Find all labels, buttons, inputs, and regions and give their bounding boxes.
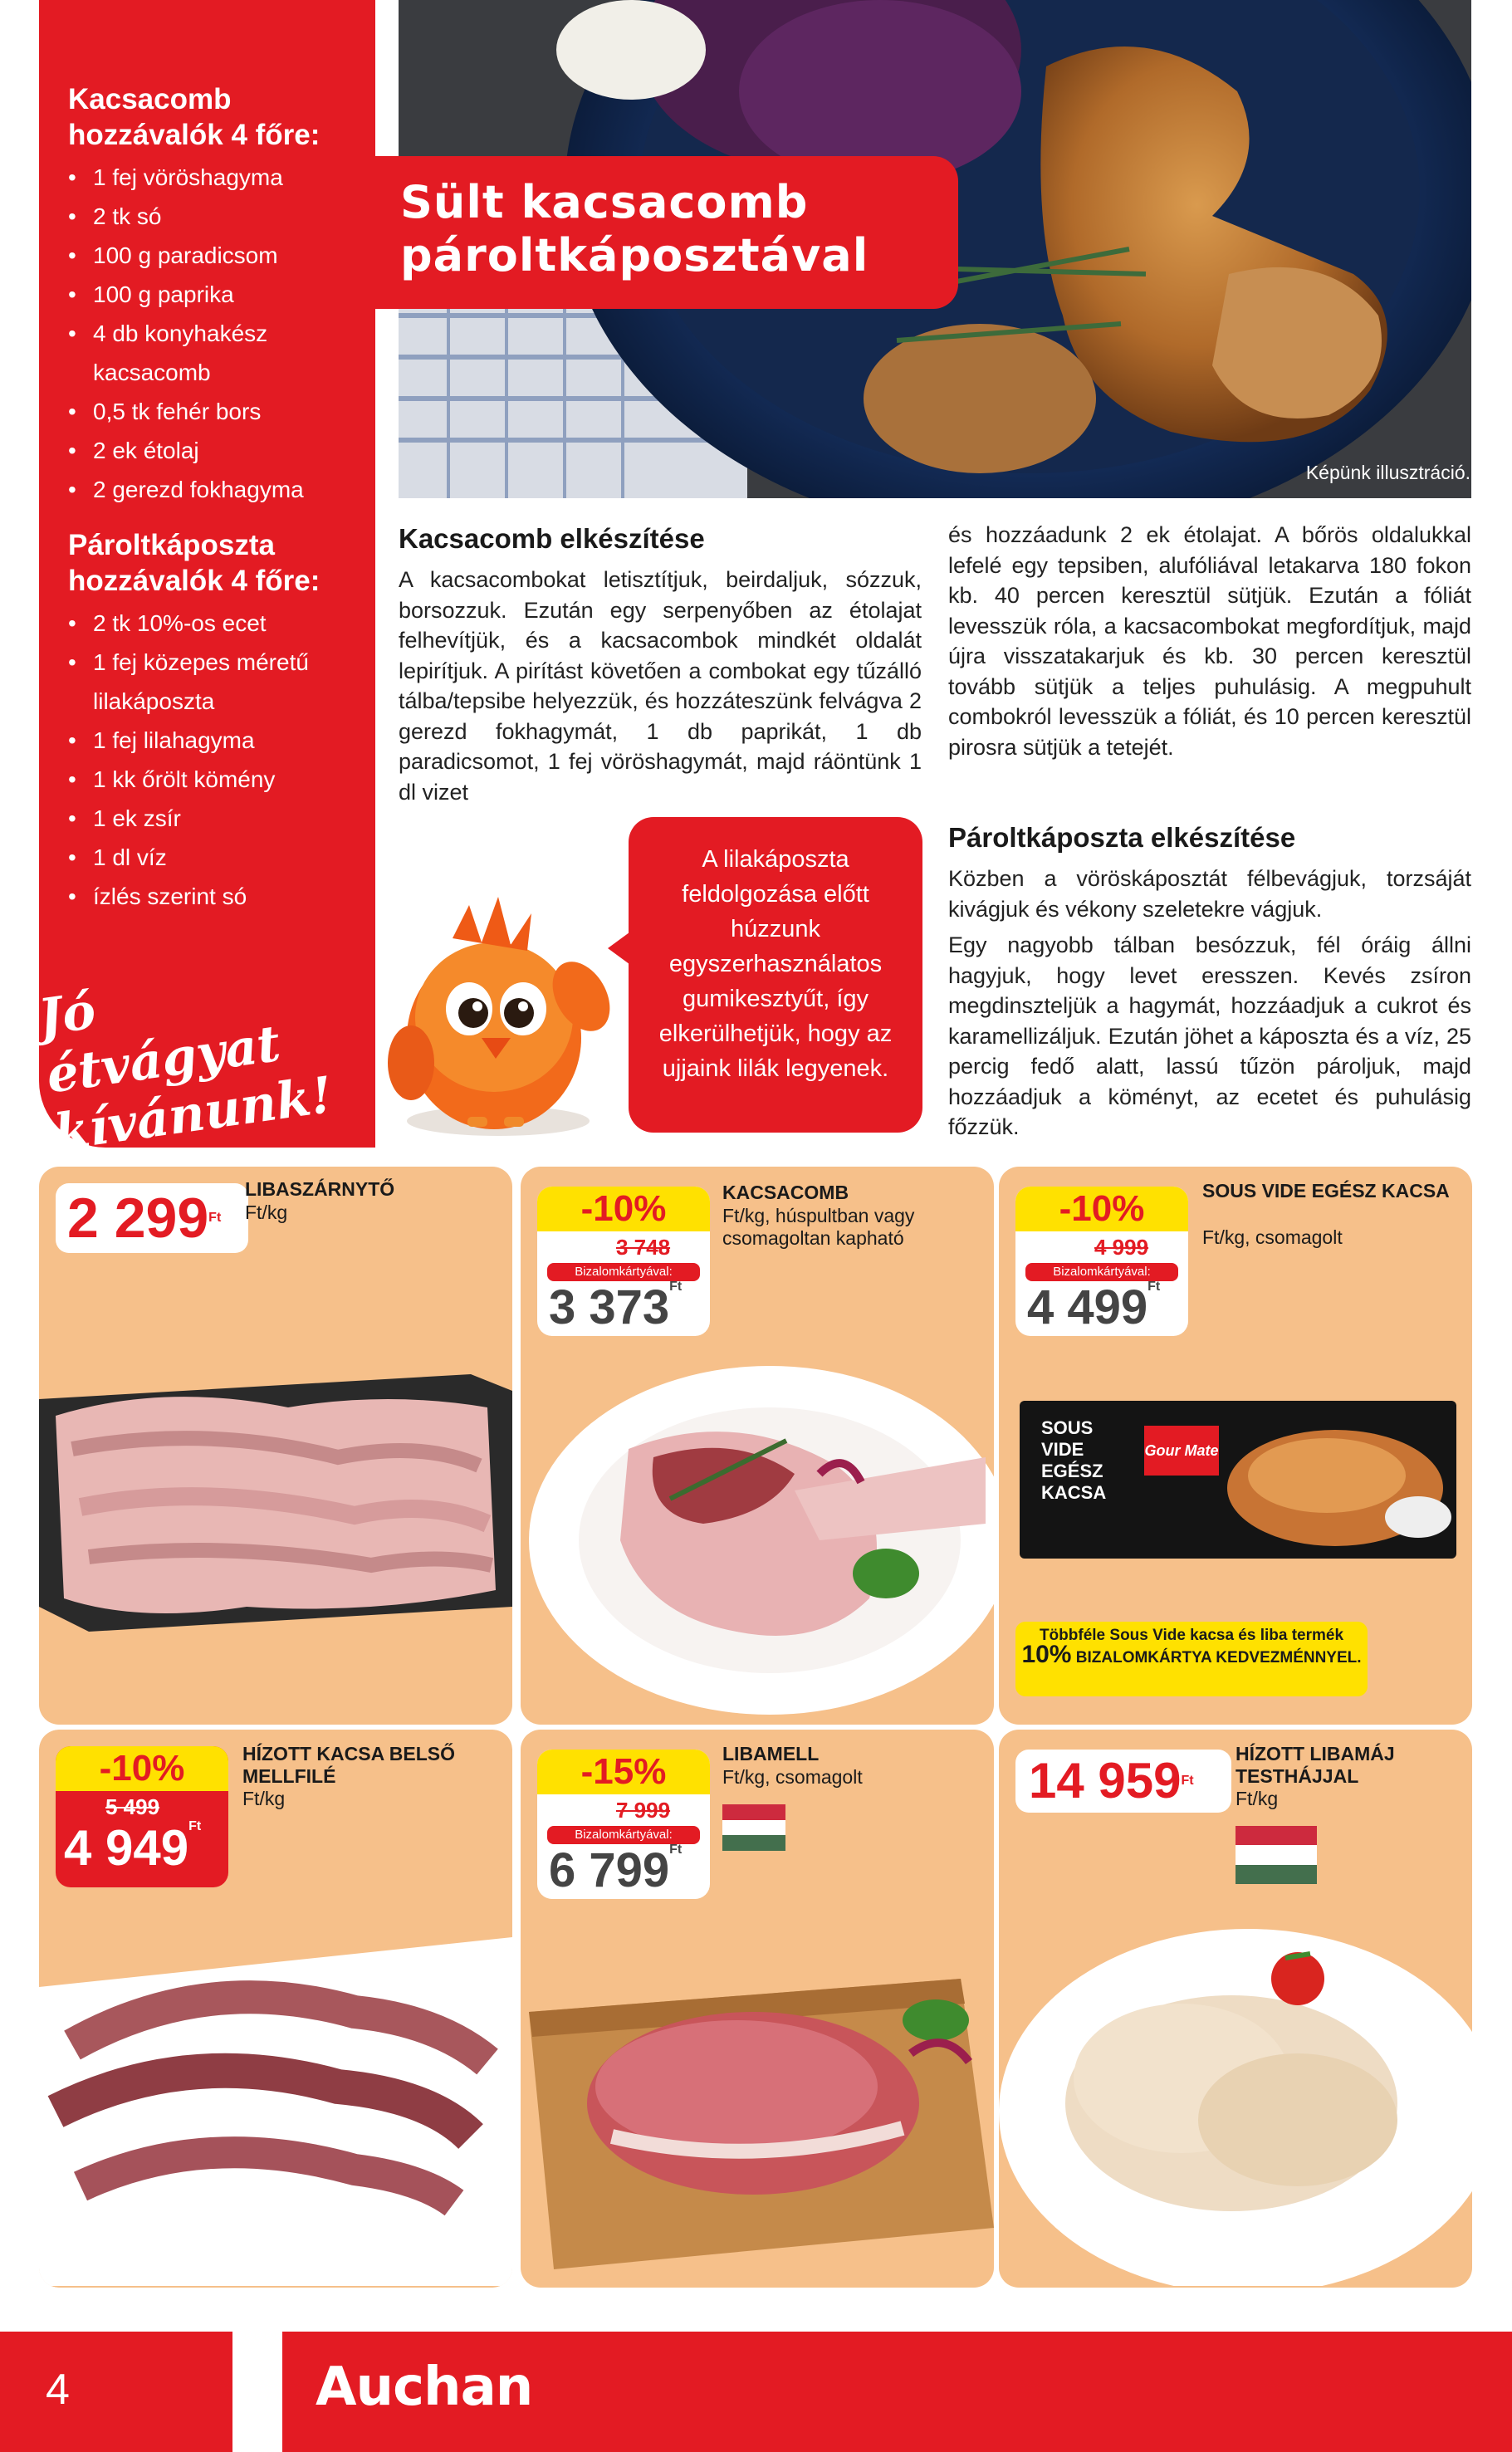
product-name: KACSACOMB <box>722 1182 849 1203</box>
brand-logo: Gour Mate <box>1144 1426 1219 1476</box>
cabbage-ingredients-list <box>68 604 375 916</box>
product-card[interactable] <box>999 1167 1472 1725</box>
loyalty-card-label: Bizalomkártyával: <box>1025 1263 1178 1281</box>
ingredient-item: • 0,5 tk fehér bors <box>68 392 375 431</box>
package-label: SOUS VIDE EGÉSZ KACSA <box>1041 1417 1107 1503</box>
cabbage-prep-text: Egy nagyobb tálban besózzuk, fél óráig állni hagyjuk, hogy levet eresszen. Kevés zsíron megdinszteljük a hagymát, hozzáadjuk a cukrot és karamellizáljuk. Ezután jöhet a káposzta és a víz, 25 percig fedő alatt, lassú tűzön pároljuk, majd hozzáadjuk a köményt, az ecetet és puhulásig főzzük. <box>948 932 1471 1139</box>
product-unit: Ft/kg <box>242 1788 286 1809</box>
cabbage-prep-text: Közben a vöröskáposztát félbevágjuk, torzsáját kivágjuk és vékony szeletekre vágjuk. <box>948 866 1471 922</box>
chick-mascot <box>378 872 619 1146</box>
ingredient-item: • 1 fej vöröshagyma <box>68 158 375 197</box>
product-card[interactable] <box>521 1730 994 2288</box>
ingredient-item: • 2 gerezd fokhagyma <box>68 470 375 509</box>
product-card[interactable] <box>521 1167 994 1725</box>
old-price: 5 499 <box>105 1794 160 1819</box>
price-tag <box>1015 1750 1231 1813</box>
loyalty-card-label: Bizalomkártyával: <box>547 1826 700 1844</box>
ingredient-item: • ízlés szerint só <box>68 877 375 916</box>
discount-percent: -10% <box>1015 1187 1188 1231</box>
promo-line: Többféle Sous Vide kacsa és liba termék <box>1039 1627 1344 1644</box>
duck-prep-text: A kacsacombokat letisztítjuk, beirdaljuk, sózzuk, borsozzuk. Ezután egy serpenyőben az étolajat felhevítjük, és a kacsacombok mindkét oldalát lepirítjuk. A pirítást követően a combokat egy tűzálló tálba/tepsibe helyezzük, és hozzáteszünk felvágva 2 gerezd fokhagymát, 1 db paprikát, 1 db paradicsomot, 1 fej vöröshagymát, majd ráöntünk 1 dl vizet <box>399 567 922 805</box>
duck-ingredients-title: Kacsacomb hozzávalók 4 főre: <box>68 83 321 151</box>
price-value: 4 $949^{Ft}$ <box>64 1819 202 1876</box>
discount-percent: -10% <box>537 1187 710 1231</box>
ingredient-item: • 1 fej közepes méretű lilakáposzta <box>68 643 342 721</box>
ingredient-item: • 4 db konyhakész kacsacomb <box>68 314 334 392</box>
product-name: LIBAMELL <box>722 1743 820 1764</box>
cabbage-prep-title: Pároltkáposzta elkészítése <box>948 822 1296 853</box>
product-unit: Ft/kg <box>245 1202 288 1223</box>
discount-percent: -15% <box>537 1750 710 1794</box>
discount-badge <box>537 1187 710 1336</box>
product-card[interactable] <box>999 1730 1472 2288</box>
ingredient-item: • 100 g paradicsom <box>68 236 375 275</box>
price-value: 4 $499^{Ft}$ <box>1027 1280 1161 1334</box>
discount-badge <box>537 1750 710 1899</box>
ingredient-item: • 100 g paprika <box>68 275 375 314</box>
page-number: 4 <box>46 2366 70 2414</box>
product-unit: Ft/kg, csomagolt <box>1202 1226 1343 1248</box>
cabbage-ingredients-title: Pároltkáposzta hozzávalók 4 főre: <box>68 529 321 597</box>
old-price: 4 999 <box>1094 1235 1149 1260</box>
price-tag <box>56 1183 248 1253</box>
loyalty-card-label: Bizalomkártyával: <box>547 1263 700 1281</box>
hungarian-flag-icon <box>722 1804 785 1851</box>
product-photo <box>521 1921 994 2286</box>
discount-badge <box>56 1746 228 1887</box>
old-price: 7 999 <box>616 1798 671 1823</box>
auchan-logo: Auchan <box>316 2357 533 2418</box>
discount-percent: -10% <box>56 1746 228 1791</box>
product-unit: Ft/kg <box>1236 1788 1279 1809</box>
recipe-title: Sült kacsacomb pároltkáposztával <box>400 176 869 281</box>
price-value: 2 299 <box>67 1187 209 1250</box>
ingredient-item: • 1 kk őrölt kömény <box>68 760 375 799</box>
currency-label: Ft <box>1181 1774 1194 1788</box>
recipe-title-banner <box>375 156 958 309</box>
duck-prep-title: Kacsacomb elkészítése <box>399 523 705 554</box>
currency-label: Ft <box>208 1211 222 1225</box>
footer-divider <box>232 2332 282 2452</box>
price-value: 6 $799^{Ft}$ <box>549 1843 683 1897</box>
price-value: 3 $373^{Ft}$ <box>549 1280 683 1334</box>
product-name: HÍZOTT LIBAMÁJ TESTHÁJJAL <box>1236 1743 1395 1787</box>
product-name: HÍZOTT KACSA BELSŐ MELLFILÉ <box>242 1743 455 1787</box>
price-value: 14 959 <box>1029 1753 1182 1808</box>
promo-banner <box>1015 1622 1368 1696</box>
promo-percent: 10% <box>1021 1641 1072 1668</box>
ingredient-item: • 1 ek zsír <box>68 799 375 838</box>
product-card[interactable] <box>39 1730 512 2288</box>
discount-badge <box>1015 1187 1188 1336</box>
duck-ingredients-list <box>68 158 375 509</box>
product-photo <box>39 1921 512 2286</box>
old-price: 3 748 <box>616 1235 671 1260</box>
bon-appetit-text: Jó étvágyat kívánunk! <box>34 981 336 1162</box>
product-photo <box>39 1358 512 1632</box>
ingredient-item: • 2 tk 10%-os ecet <box>68 604 375 643</box>
product-photo <box>521 1358 994 1723</box>
illustration-note: Képünk illusztráció. <box>1305 462 1470 483</box>
product-package <box>1020 1401 1456 1559</box>
duck-prep-text-continued: és hozzáadunk 2 ek étolajat. A bőrös oldalukkal lefelé egy tepsiben, alufóliával letakarva 180 fokon kb. 40 percen keresztül sütjük. Ezután a fóliát levesszük róla, a kacsacombokat megfordítjuk, majd újra visszatakarjuk és kb. 30 percen keresztül tovább sütjük a teljes puhulásig. A megpuhult combokról levesszük a fóliát, és 10 percen keresztül pirosra sütjük a tetejét. <box>948 522 1471 760</box>
product-unit: Ft/kg, húspultban vagy csomagoltan kapható <box>722 1205 915 1249</box>
ingredient-item: • 1 dl víz <box>68 838 375 877</box>
ingredient-item: • 1 fej lilahagyma <box>68 721 375 760</box>
tip-bubble: A lilakáposzta feldolgozása előtt húzzunk egyszerhasználatos gumikesztyűt, így elkerülhetjük, hogy az ujjaink lilák legyenek. <box>629 817 922 1133</box>
product-unit: Ft/kg, csomagolt <box>722 1766 863 1788</box>
product-name: SOUS VIDE EGÉSZ KACSA <box>1202 1180 1450 1202</box>
product-name: LIBASZÁRNYTŐ <box>245 1178 395 1200</box>
product-photo <box>999 1912 1472 2286</box>
promo-line: BIZALOMKÁRTYA KEDVEZMÉNNYEL. <box>1075 1649 1362 1666</box>
product-card[interactable] <box>39 1167 512 1725</box>
ingredient-item: • 2 tk só <box>68 197 375 236</box>
hungarian-flag-icon <box>1236 1826 1317 1884</box>
ingredient-item: • 2 ek étolaj <box>68 431 375 470</box>
